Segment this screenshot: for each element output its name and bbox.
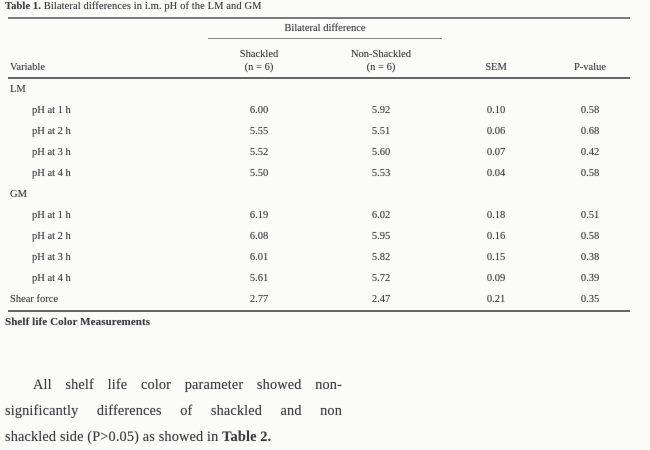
table-section-row	[8, 184, 630, 205]
cell-value: 0.15	[486, 252, 506, 263]
row-label: pH at 4 h	[32, 168, 71, 179]
paragraph-line: All shelf life color parameter showed non-	[33, 377, 342, 393]
cell-value: 5.52	[249, 147, 269, 158]
cell-value: 0.10	[486, 105, 506, 116]
column-header-nonshackled	[320, 48, 442, 74]
table-row	[8, 289, 630, 310]
cell-value: 6.00	[249, 105, 269, 116]
cell-value: 0.21	[486, 294, 506, 305]
table-row	[8, 226, 630, 247]
table-row	[8, 247, 630, 268]
cell-value: 6.01	[249, 252, 269, 263]
cell-value: 0.18	[486, 210, 506, 221]
cell-value: 5.50	[249, 168, 269, 179]
table-row	[8, 268, 630, 289]
row-label: pH at 4 h	[32, 273, 71, 284]
column-header-variable: Variable	[10, 62, 45, 73]
cell-value: 0.58	[580, 168, 600, 179]
row-label: pH at 3 h	[32, 147, 71, 158]
cell-value: 0.04	[486, 168, 506, 179]
column-header-shackled-title: Shackled	[239, 49, 279, 60]
row-label: pH at 1 h	[32, 105, 71, 116]
cell-value: 5.95	[371, 231, 391, 242]
table-row	[8, 121, 630, 142]
body-paragraph	[5, 372, 342, 450]
row-label: LM	[10, 84, 26, 95]
table-section-row	[8, 79, 630, 100]
cell-value: 5.60	[371, 147, 391, 158]
cell-value: 5.55	[249, 126, 269, 137]
paragraph-line-text: shackled side (P>0.05) as showed in	[5, 429, 223, 445]
table-header	[8, 19, 630, 79]
cell-value: 0.07	[486, 147, 506, 158]
row-label: Shear force	[10, 294, 59, 305]
row-label: pH at 3 h	[32, 252, 71, 263]
column-header-row	[8, 48, 630, 74]
cell-value: 5.72	[371, 273, 391, 284]
cell-value: 0.35	[580, 294, 600, 305]
section-heading: Shelf life Color Measurements	[5, 316, 151, 328]
cell-value: 0.58	[580, 105, 600, 116]
table-row	[8, 205, 630, 226]
cell-value: 6.08	[249, 231, 269, 242]
column-header-pvalue: P-value	[573, 62, 607, 73]
cell-value: 2.47	[371, 294, 391, 305]
column-header-nonshackled-n: (n = 6)	[366, 62, 396, 73]
cell-value: 0.51	[580, 210, 600, 221]
table-2-reference: Table 2.	[222, 429, 272, 445]
cell-value: 6.19	[249, 210, 269, 221]
cell-value: 0.38	[580, 252, 600, 263]
row-label: pH at 1 h	[32, 210, 71, 221]
cell-value: 5.82	[371, 252, 391, 263]
row-label: GM	[10, 189, 27, 200]
cell-value: 0.39	[580, 273, 600, 284]
paragraph-line	[5, 424, 342, 450]
table-row	[8, 142, 630, 163]
row-label: pH at 2 h	[32, 126, 71, 137]
table-row	[8, 163, 630, 184]
cell-value: 5.61	[249, 273, 269, 284]
cell-value: 0.58	[580, 231, 600, 242]
column-header-nonshackled-title: Non-Shackled	[350, 49, 412, 60]
cell-value: 0.09	[486, 273, 506, 284]
table-row	[8, 100, 630, 121]
caption-label: Table 1.	[5, 1, 42, 12]
caption-text: Bilateral differences in i.m. pH of the LM and GM	[41, 1, 262, 12]
cell-value: 0.68	[580, 126, 600, 137]
cell-value: 5.92	[371, 105, 391, 116]
column-header-shackled	[198, 48, 320, 74]
cell-value: 6.02	[371, 210, 391, 221]
table-caption	[5, 1, 262, 12]
spanner-header-bilateral-difference: Bilateral difference	[208, 23, 442, 39]
paragraph-line: significantly differences of shackled and non	[5, 403, 342, 419]
row-label: pH at 2 h	[32, 231, 71, 242]
cell-value: 0.16	[486, 231, 506, 242]
cell-value: 0.06	[486, 126, 506, 137]
ph-table	[8, 17, 630, 312]
column-header-sem: SEM	[485, 62, 507, 73]
table-body	[8, 79, 630, 312]
column-header-shackled-n: (n = 6)	[244, 62, 274, 73]
cell-value: 0.42	[580, 147, 600, 158]
cell-value: 2.77	[249, 294, 269, 305]
cell-value: 5.51	[371, 126, 391, 137]
cell-value: 5.53	[371, 168, 391, 179]
